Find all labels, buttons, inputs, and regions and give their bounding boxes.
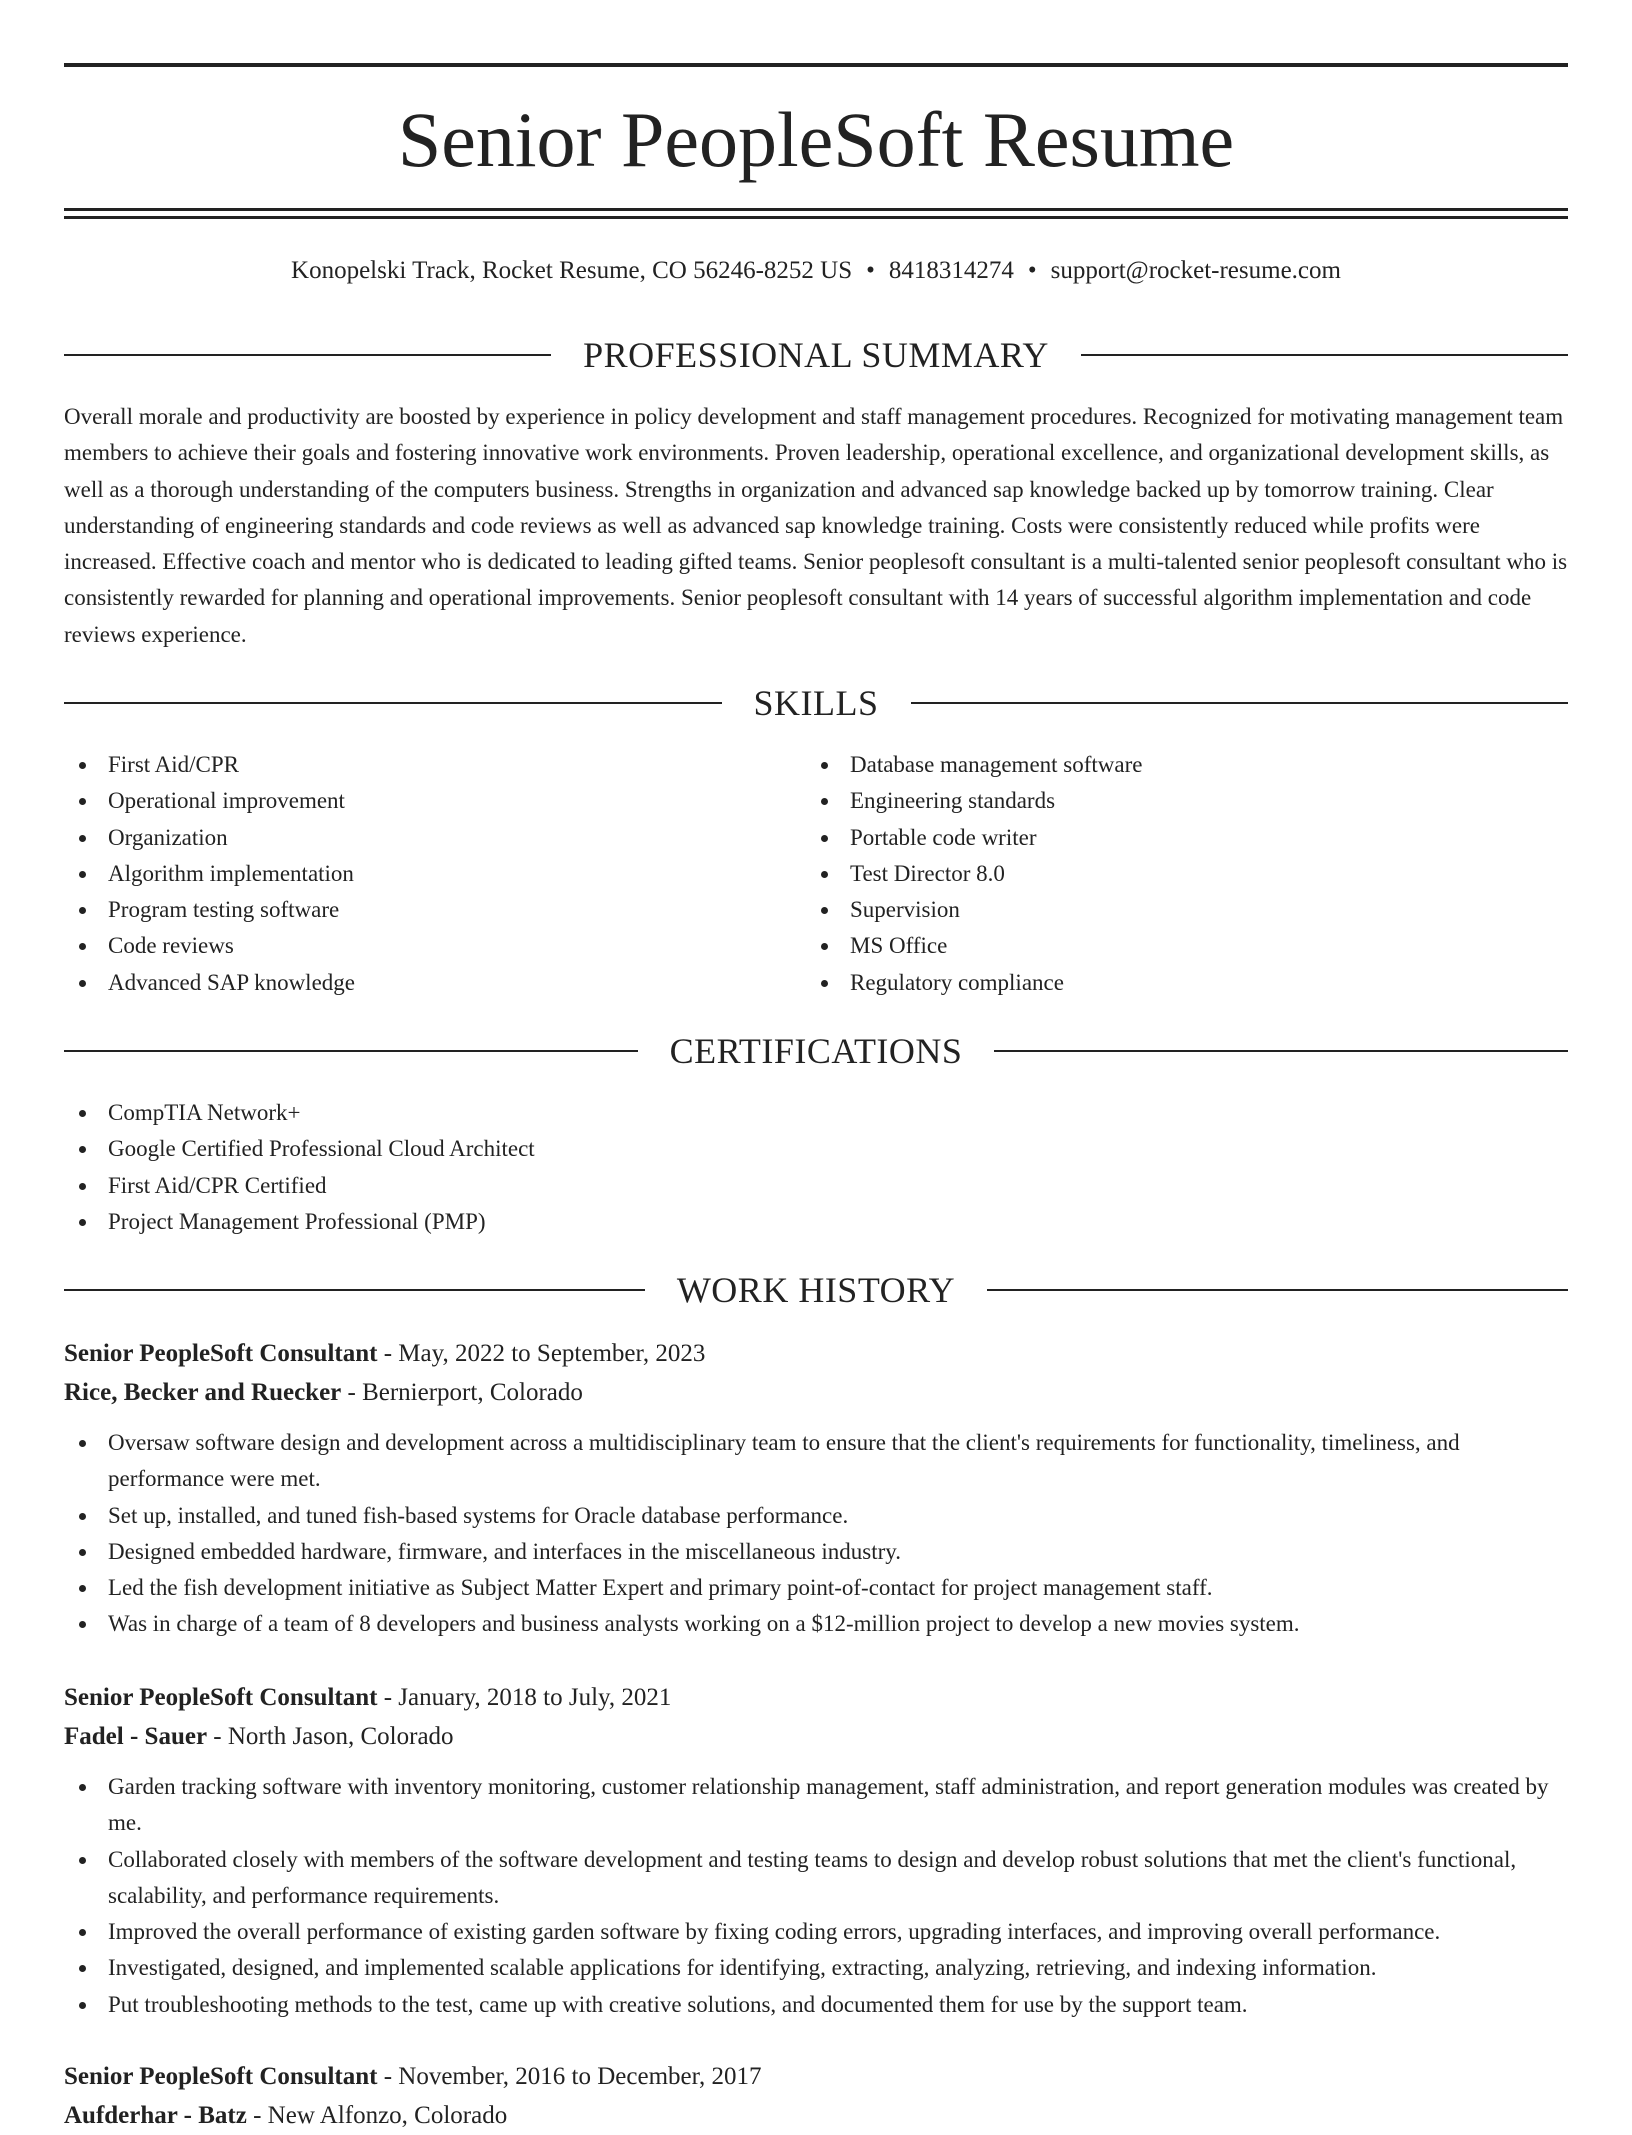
job-bullets	[64, 1425, 1568, 1643]
job-company-row	[64, 2096, 1568, 2135]
job-location: - New Alfonzo, Colorado	[246, 2102, 508, 2129]
job-title: Senior PeopleSoft Consultant	[64, 1340, 378, 1367]
job-entry	[64, 1334, 1568, 1643]
job-bullet: Designed embedded hardware, firmware, and interfaces in the miscellaneous industry.	[64, 1534, 1568, 1570]
job-bullets	[64, 1769, 1568, 2023]
summary-heading	[64, 333, 1568, 377]
job-bullet: Set up, installed, and tuned fish-based systems for Oracle database performance.	[64, 1498, 1568, 1534]
heading-rule	[64, 702, 722, 704]
contact-phone: 8418314274	[888, 257, 1014, 284]
title-rule-lower	[64, 216, 1568, 219]
skill-item: Portable code writer	[806, 820, 1546, 856]
skill-item: Operational improvement	[64, 783, 804, 819]
skill-item: Test Director 8.0	[806, 856, 1546, 892]
job-entry	[64, 2057, 1568, 2135]
certifications-list	[64, 1095, 1568, 1240]
certifications-heading	[64, 1029, 1568, 1073]
skills-heading	[64, 681, 1568, 725]
job-company-row	[64, 1717, 1568, 1756]
job-bullet: Led the fish development initiative as Subject Matter Expert and primary point-of-contact for project management staff.	[64, 1570, 1568, 1606]
work-history-heading-label: WORK HISTORY	[676, 1270, 956, 1310]
skill-item: Code reviews	[64, 928, 804, 964]
job-title: Senior PeopleSoft Consultant	[64, 1684, 378, 1711]
skill-item: Advanced SAP knowledge	[64, 965, 804, 1001]
certification-item: Google Certified Professional Cloud Architect	[64, 1131, 1568, 1167]
job-title-row	[64, 1334, 1568, 1373]
certification-item: CompTIA Network+	[64, 1095, 1568, 1131]
contact-line	[64, 253, 1568, 289]
summary-text: Overall morale and productivity are boosted by experience in policy development and staff management procedures. Recognized for motivating management team members to achieve their goals and fostering innovative work environments. Proven leadership, operational excellence, and organizational development skills, as well as a thorough understanding of the computers business. Strengths in organization and advanced sap knowledge backed up by tomorrow training. Clear understanding of engineering standards and code reviews as well as advanced sap knowledge training. Costs were consistently reduced while profits were increased. Effective coach and mentor who is dedicated to leading gifted teams. Senior peoplesoft consultant is a multi-talented senior peoplesoft consultant who is consistently rewarded for planning and operational improvements. Senior peoplesoft consultant with 14 years of successful algorithm implementation and code reviews experience.	[64, 404, 1568, 647]
certification-item: Project Management Professional (PMP)	[64, 1204, 1568, 1240]
job-bullet: Was in charge of a team of 8 developers and business analysts working on a $12-million project to develop a new movies system.	[64, 1606, 1568, 1642]
job-company: Fadel - Sauer	[64, 1723, 208, 1750]
job-company: Aufderhar - Batz	[64, 2102, 247, 2129]
skill-item: Organization	[64, 820, 804, 856]
skill-item: MS Office	[806, 928, 1546, 964]
heading-rule	[64, 1289, 645, 1291]
summary-heading-label: PROFESSIONAL SUMMARY	[583, 335, 1049, 375]
resume-title: Senior PeopleSoft Resume	[397, 96, 1235, 183]
skill-item: Supervision	[806, 892, 1546, 928]
job-company-row	[64, 1373, 1568, 1412]
job-location: - North Jason, Colorado	[207, 1723, 454, 1750]
job-bullet: Improved the overall performance of existing garden software by fixing coding errors, upgrading interfaces, and improving overall performance.	[64, 1914, 1568, 1950]
skill-item: Engineering standards	[806, 783, 1546, 819]
heading-rule	[64, 354, 551, 356]
job-dates: - May, 2022 to September, 2023	[377, 1340, 706, 1367]
work-history-heading	[64, 1268, 1568, 1312]
top-rule	[64, 63, 1568, 67]
skill-item: Algorithm implementation	[64, 856, 804, 892]
skill-item: Program testing software	[64, 892, 804, 928]
job-title-row	[64, 2057, 1568, 2096]
job-title: Senior PeopleSoft Consultant	[64, 2063, 378, 2090]
job-dates: - January, 2018 to July, 2021	[377, 1684, 672, 1711]
skills-list-left	[64, 747, 804, 1001]
job-bullet: Investigated, designed, and implemented scalable applications for identifying, extracting, analyzing, retrieving, and indexing information.	[64, 1950, 1568, 1986]
heading-rule	[64, 1050, 638, 1052]
certifications-heading-label: CERTIFICATIONS	[669, 1031, 963, 1071]
heading-rule	[911, 702, 1569, 704]
contact-address: Konopelski Track, Rocket Resume, CO 56246-8252 US	[291, 257, 853, 284]
heading-rule	[1081, 354, 1568, 356]
contact-email: support@rocket-resume.com	[1050, 257, 1341, 284]
heading-rule	[994, 1050, 1568, 1052]
job-bullet: Put troubleshooting methods to the test, came up with creative solutions, and documented them for use by the support team.	[64, 1987, 1568, 2023]
job-title-row	[64, 1678, 1568, 1717]
job-bullet: Oversaw software design and development across a multidisciplinary team to ensure that the client's requirements for functionality, timeliness, and performance were met.	[64, 1425, 1568, 1498]
job-company: Rice, Becker and Ruecker	[64, 1379, 342, 1406]
title-rule-upper	[64, 208, 1568, 211]
skills-list-right	[806, 747, 1546, 1001]
job-location: - Bernierport, Colorado	[341, 1379, 583, 1406]
job-dates: - November, 2016 to December, 2017	[377, 2063, 762, 2090]
heading-rule	[987, 1289, 1568, 1291]
job-bullet: Collaborated closely with members of the software development and testing teams to design and develop robust solutions that met the client's functional, scalability, and performance requirements.	[64, 1842, 1568, 1915]
job-entry	[64, 1678, 1568, 2023]
contact-separator: •	[866, 257, 875, 284]
skills-heading-label: SKILLS	[753, 683, 879, 723]
job-bullet: Garden tracking software with inventory monitoring, customer relationship management, staff administration, and report generation modules was created by me.	[64, 1769, 1568, 1842]
skill-item: Database management software	[806, 747, 1546, 783]
contact-separator: •	[1027, 257, 1037, 284]
skill-item: Regulatory compliance	[806, 965, 1546, 1001]
skill-item: First Aid/CPR	[64, 747, 804, 783]
certification-item: First Aid/CPR Certified	[64, 1168, 1568, 1204]
